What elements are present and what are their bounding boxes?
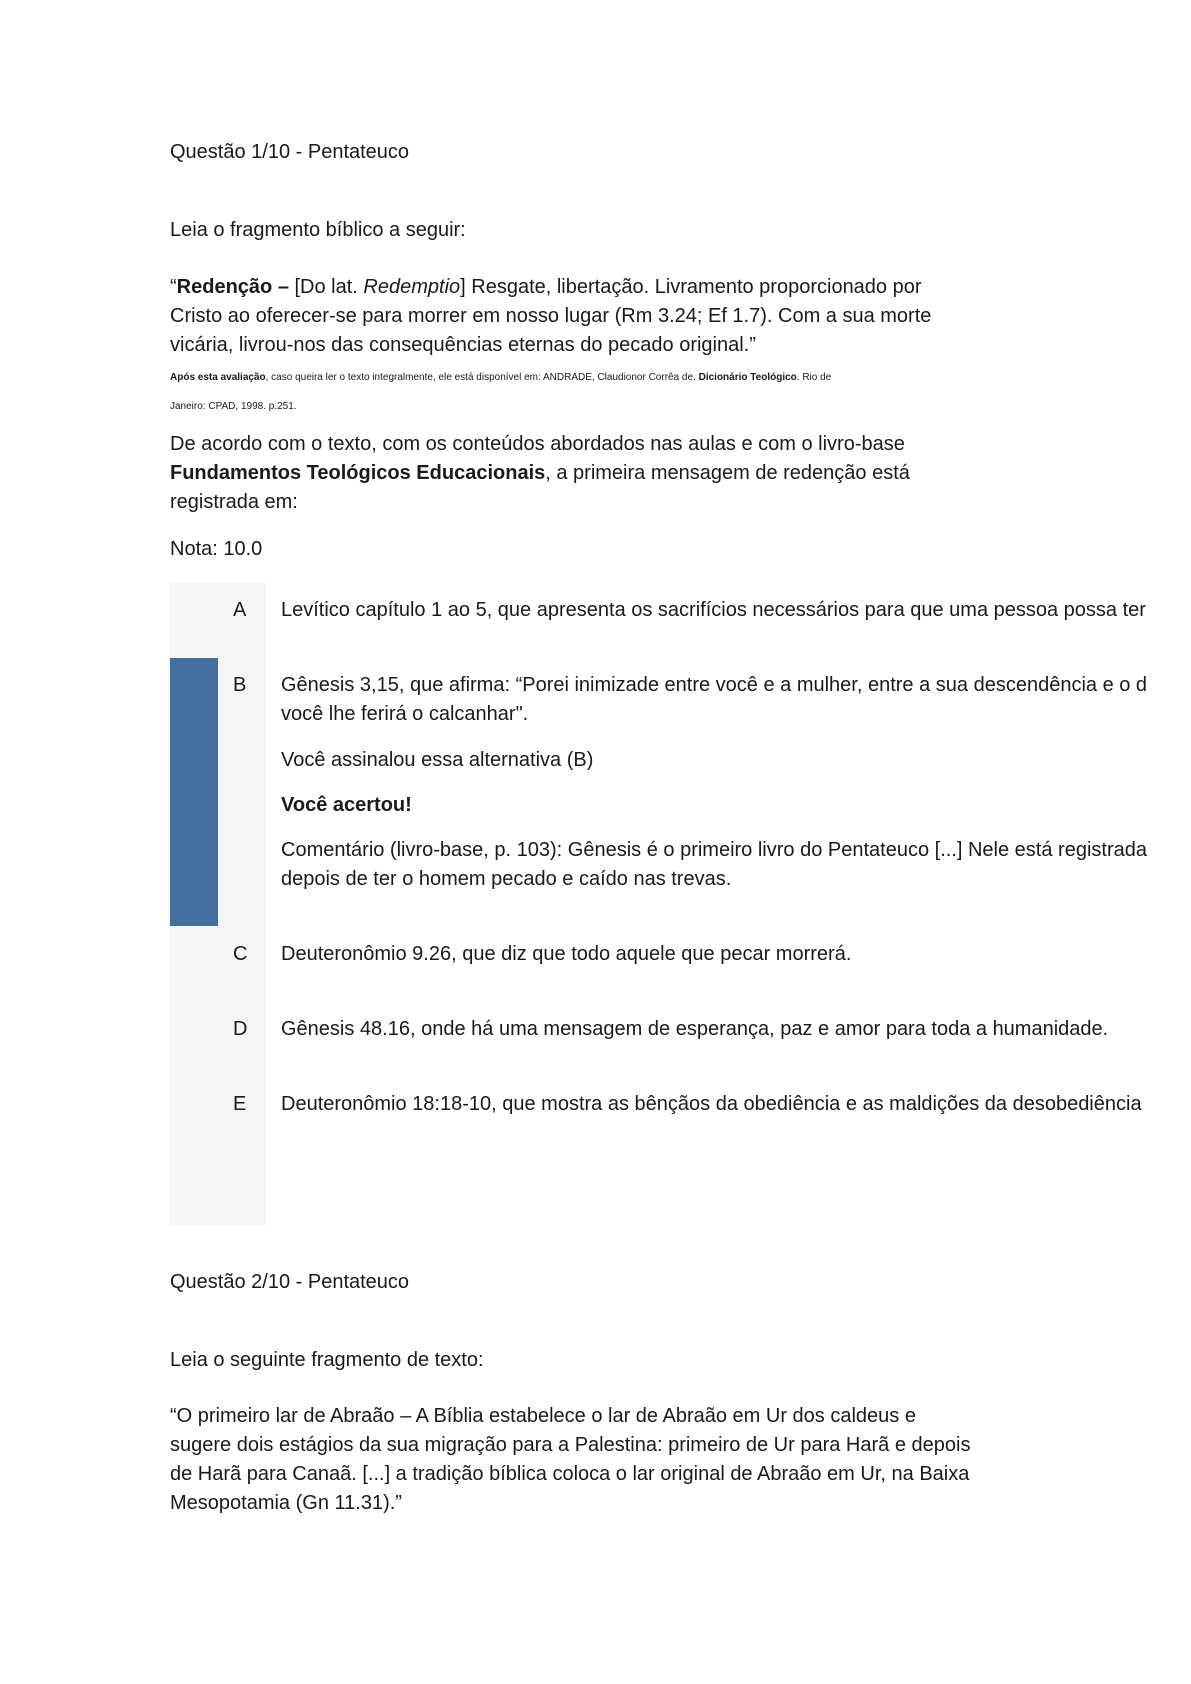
option-d-letter[interactable]: D [233,1018,248,1040]
q2-quote-line: “O primeiro lar de Abraão – A Bíblia estabelece o lar de Abraão em Ur dos caldeus e [170,1405,916,1427]
q2-quote-line: sugere dois estágios da sua migração para a Palestina: primeiro de Ur para Harã e depois [170,1434,971,1456]
quote-pre-italic: [Do lat. [288,276,364,298]
option-e[interactable] [281,1090,1191,1119]
question-2-intro: Leia o seguinte fragmento de texto: [170,1349,484,1371]
comment-line2: depois de ter o homem pecado e caído nas trevas. [281,868,732,890]
option-c[interactable] [281,940,1191,969]
quote-term: Redenção – [176,276,289,298]
quote-line1-rest: ] Resgate, libertação. Livramento proporcionado por [460,276,922,298]
option-c-text: Deuteronômio 9.26, que diz que todo aquele que pecar morrerá. [281,943,852,965]
prompt-book: Fundamentos Teológicos Educacionais [170,462,546,484]
option-a[interactable] [281,596,1191,625]
option-b-letter[interactable]: B [233,674,247,696]
quote-line3: vicária, livrou-nos das consequências eternas do pecado original.” [170,334,756,356]
q2-quote-line: de Harã para Canaã. [...] a tradição bíblica coloca o lar original de Abraão em Ur, na Baixa [170,1463,970,1485]
result-text: Você acertou! [281,794,412,816]
prompt-line3: registrada em: [170,491,298,513]
option-b-text-line1: Gênesis 3,15, que afirma: “Porei inimizade entre você e a mulher, entre a sua descendência e o d [281,674,1148,696]
source-bold1: Após esta avaliação [170,372,266,383]
prompt-line1: De acordo com o texto, com os conteúdos abordados nas aulas e com o livro-base [170,433,905,455]
option-b-text-line2: você lhe ferirá o calcanhar". [281,703,529,725]
option-b[interactable] [281,671,1191,729]
comment-line1: Comentário (livro-base, p. 103): Gênesis é o primeiro livro do Pentateuco [...] Nele está registrada [281,839,1147,861]
source-bold2: Dicionário Teológico [698,372,797,383]
question-1-grade: Nota: 10.0 [170,538,263,560]
option-b-comment [281,836,1191,894]
question-1-prompt [170,430,1020,517]
source-text1: , caso queira ler o texto integralmente, ele está disponível em: ANDRADE, Claudionor Corrêa de. [265,372,699,383]
option-e-letter[interactable]: E [233,1093,247,1115]
quote-italic: Redemptio [363,276,461,298]
question-2-quote [170,1402,1020,1518]
question-1-intro: Leia o fragmento bíblico a seguir: [170,219,466,241]
question-1-title: Questão 1/10 - Pentateuco [170,141,410,163]
q2-quote-line: Mesopotamia (Gn 11.31).” [170,1492,402,1514]
option-b-result [281,791,1191,820]
question-1-source [170,363,1020,421]
option-b-selected-note [281,746,1191,775]
option-d-text: Gênesis 48.16, onde há uma mensagem de esperança, paz e amor para toda a humanidade. [281,1018,1109,1040]
option-e-text: Deuteronômio 18:18-10, que mostra as bênçãos da obediência e as maldições da desobediência [281,1093,1142,1115]
option-a-text: Levítico capítulo 1 ao 5, que apresenta os sacrifícios necessários para que uma pessoa possa ter [281,599,1146,621]
source-line2: Janeiro: CPAD, 1998. p.251. [170,401,297,412]
option-c-letter[interactable]: C [233,943,248,965]
option-d[interactable] [281,1015,1191,1044]
prompt-line2-rest: , a primeira mensagem de redenção está [545,462,910,484]
question-2-title: Questão 2/10 - Pentateuco [170,1271,410,1293]
quote-line2: Cristo ao oferecer-se para morrer em nosso lugar (Rm 3.24; Ef 1.7). Com a sua morte [170,305,932,327]
selected-option-indicator [170,658,218,926]
question-1-quote [170,273,1020,360]
option-a-letter[interactable]: A [233,599,247,621]
quote-open: “ [170,276,177,298]
source-text2: . Rio de [796,372,832,383]
selected-note-text: Você assinalou essa alternativa (B) [281,749,594,771]
